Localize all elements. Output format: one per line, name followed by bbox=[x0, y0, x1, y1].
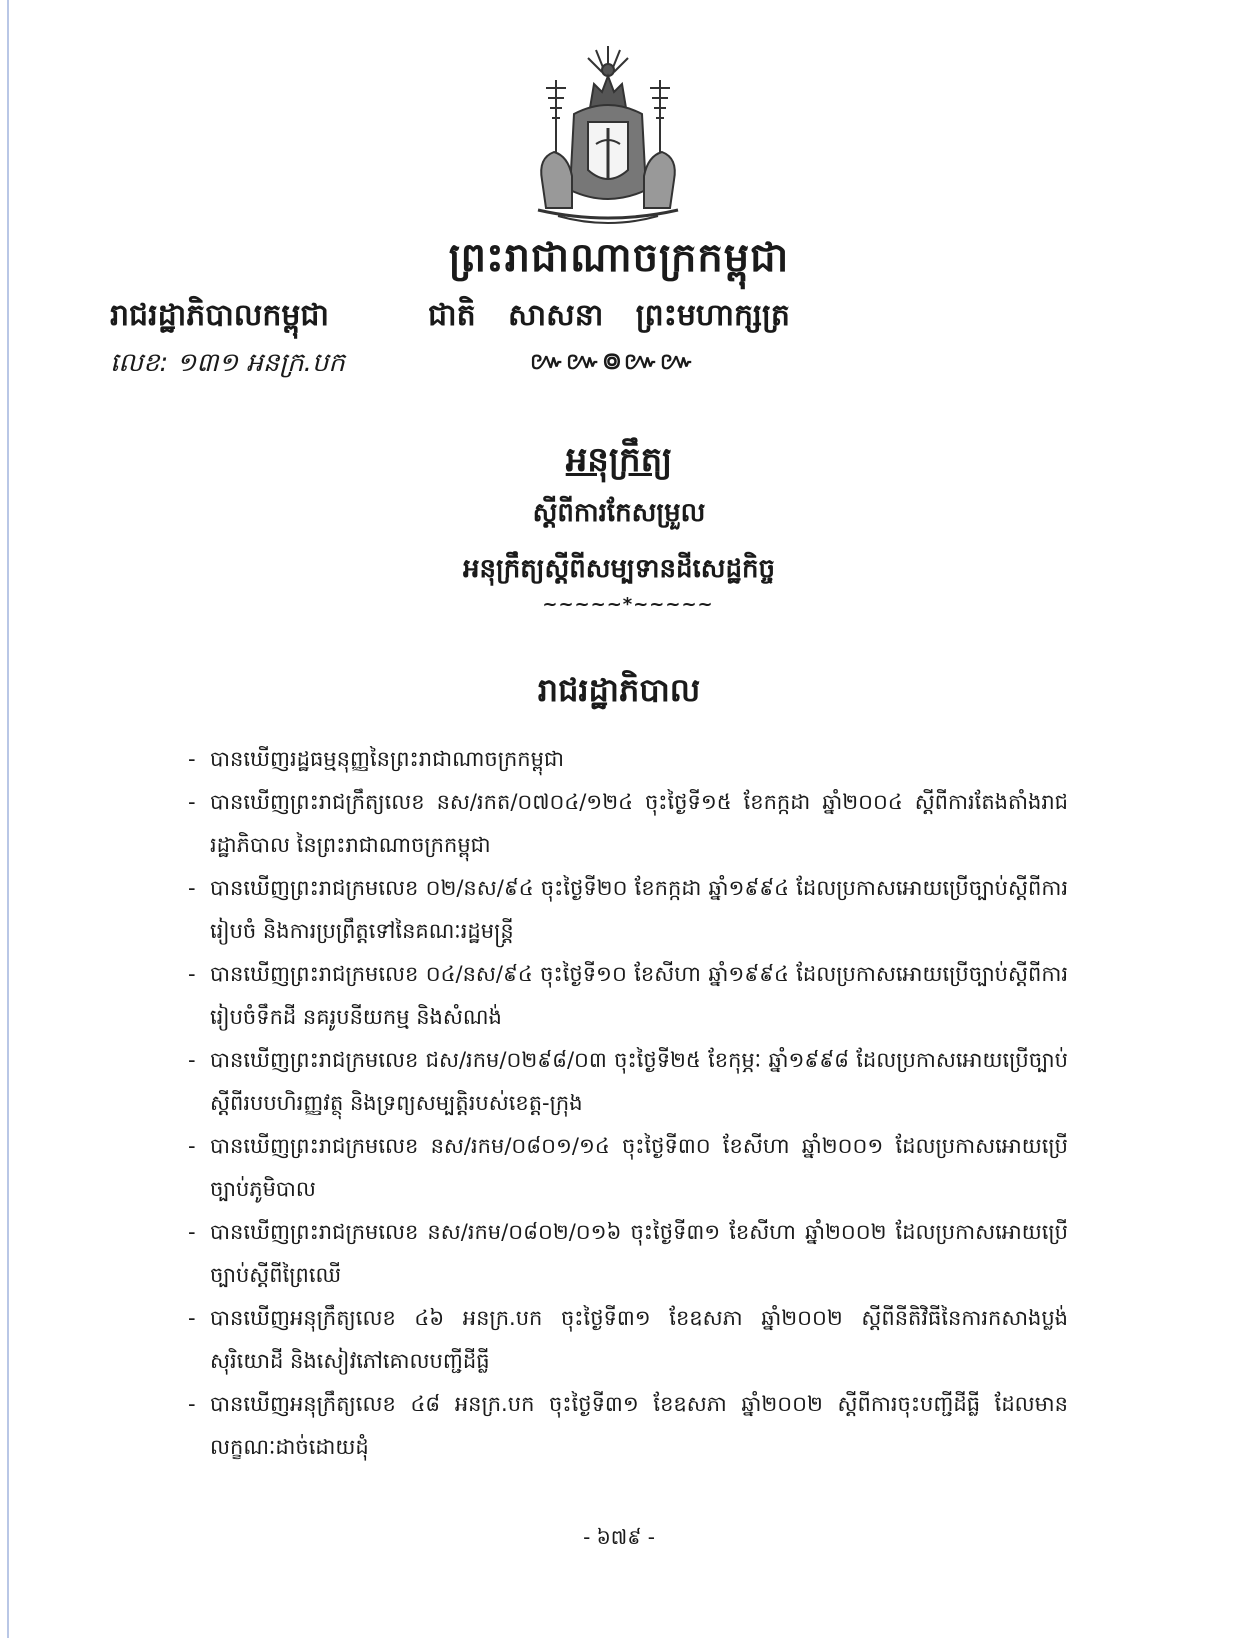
issuer-heading: រាជរដ្ឋាភិបាល bbox=[537, 671, 701, 709]
title-ornament: ~~~~~*~~~~~ bbox=[542, 594, 714, 615]
list-item: - បានឃើញអនុក្រឹត្យលេខ ៤៨ អនក្រ.បក ចុះថ្ងៃទី៣១ ខែឧសភា ឆ្នាំ២០០២ ស្តីពីការចុះបញ្ជីដីធ្លី ដែលមានលក្ខណៈដាច់ដោយដុំ bbox=[188, 1392, 1068, 1459]
kingdom-title: ព្រះរាជាណាចក្រកម្ពុជា bbox=[448, 235, 790, 281]
document-subject-line-1: ស្តីពីការកែសម្រួល bbox=[532, 498, 706, 528]
list-item: - បានឃើញព្រះរាជក្រមលេខ ០៤/នស/៩៤ ចុះថ្ងៃទី១០ ខែសីហា ឆ្នាំ១៩៩៤ ដែលប្រកាសអោយប្រើច្បាប់ស្តីពីការរៀបចំទឹកដី នគរូបនីយកម្ម និងសំណង់ bbox=[188, 962, 1068, 1029]
document-type-heading: អនុក្រឹត្យ bbox=[565, 440, 673, 480]
list-item: - បានឃើញព្រះរាជក្រមលេខ ជស/រកម/០២៩៨/០៣ ចុះថ្ងៃទី២៥ ខែកុម្ភៈ ឆ្នាំ១៩៩៨ ដែលប្រកាសអោយប្រើច្បាប់ស្តីពីរបបហិរញ្ញវត្ថុ និងទ្រព្យសម្បត្តិរបស់ខេត្ត-ក្រុង bbox=[188, 1048, 1068, 1115]
motto-ornament: ៚៚៙៚៚ bbox=[530, 347, 696, 375]
list-item: - បានឃើញព្រះរាជក្រមលេខ នស/រកម/០៨០១/១៤ ចុះថ្ងៃទី៣០ ខែសីហា ឆ្នាំ២០០១ ដែលប្រកាសអោយប្រើច្បាប់ភូមិបាល bbox=[188, 1134, 1068, 1201]
considerations-list bbox=[188, 738, 1068, 1469]
list-item: - បានឃើញអនុក្រឹត្យលេខ ៤៦ អនក្រ.បក ចុះថ្ងៃទី៣១ ខែឧសភា ឆ្នាំ២០០២ ស្តីពីនីតិវិធីនៃការកសាងប្លង់សុរិយោដី និងសៀវភៅគោលបញ្ជីដីធ្លី bbox=[188, 1306, 1068, 1373]
document-subject-line-2: អនុក្រឹត្យស្តីពីសម្បទានដីសេដ្ឋកិច្ច bbox=[462, 554, 776, 584]
list-item: - បានឃើញព្រះរាជក្រមលេខ ០២/នស/៩៤ ចុះថ្ងៃទី២០ ខែកក្កដា ឆ្នាំ១៩៩៤ ដែលប្រកាសអោយប្រើច្បាប់ស្តីពីការរៀបចំ និងការប្រព្រឹត្តទៅនៃគណៈរដ្ឋមន្ត្រី bbox=[188, 876, 1068, 943]
government-name: រាជរដ្ឋាភិបាលកម្ពុជា bbox=[110, 298, 329, 333]
list-item: - បានឃើញព្រះរាជក្រមលេខ នស/រកម/០៨០២/០១៦ ចុះថ្ងៃទី៣១ ខែសីហា ឆ្នាំ២០០២ ដែលប្រកាសអោយប្រើច្បាប់ស្តីពីព្រៃឈើ bbox=[188, 1220, 1068, 1287]
page-number: - ៦៧៩ - bbox=[583, 1525, 655, 1549]
list-item: - បានឃើញរដ្ឋធម្មនុញ្ញនៃព្រះរាជាណាចក្រកម្ពុជា bbox=[188, 747, 564, 771]
national-motto: ជាតិ សាសនា ព្រះមហាក្សត្រ bbox=[428, 298, 790, 333]
list-item: - បានឃើញព្រះរាជក្រឹត្យលេខ នស/រកត/០៧០៤/១២៤ ចុះថ្ងៃទី១៥ ខែកក្កដា ឆ្នាំ២០០៤ ស្តីពីការតែងតាំងរាជរដ្ឋាភិបាល នៃព្រះរាជាណាចក្រកម្ពុជា bbox=[188, 790, 1068, 857]
royal-coat-of-arms-icon bbox=[528, 40, 688, 230]
reference-number: លេខ: ១៣១ អនក្រ.បក bbox=[110, 348, 345, 378]
